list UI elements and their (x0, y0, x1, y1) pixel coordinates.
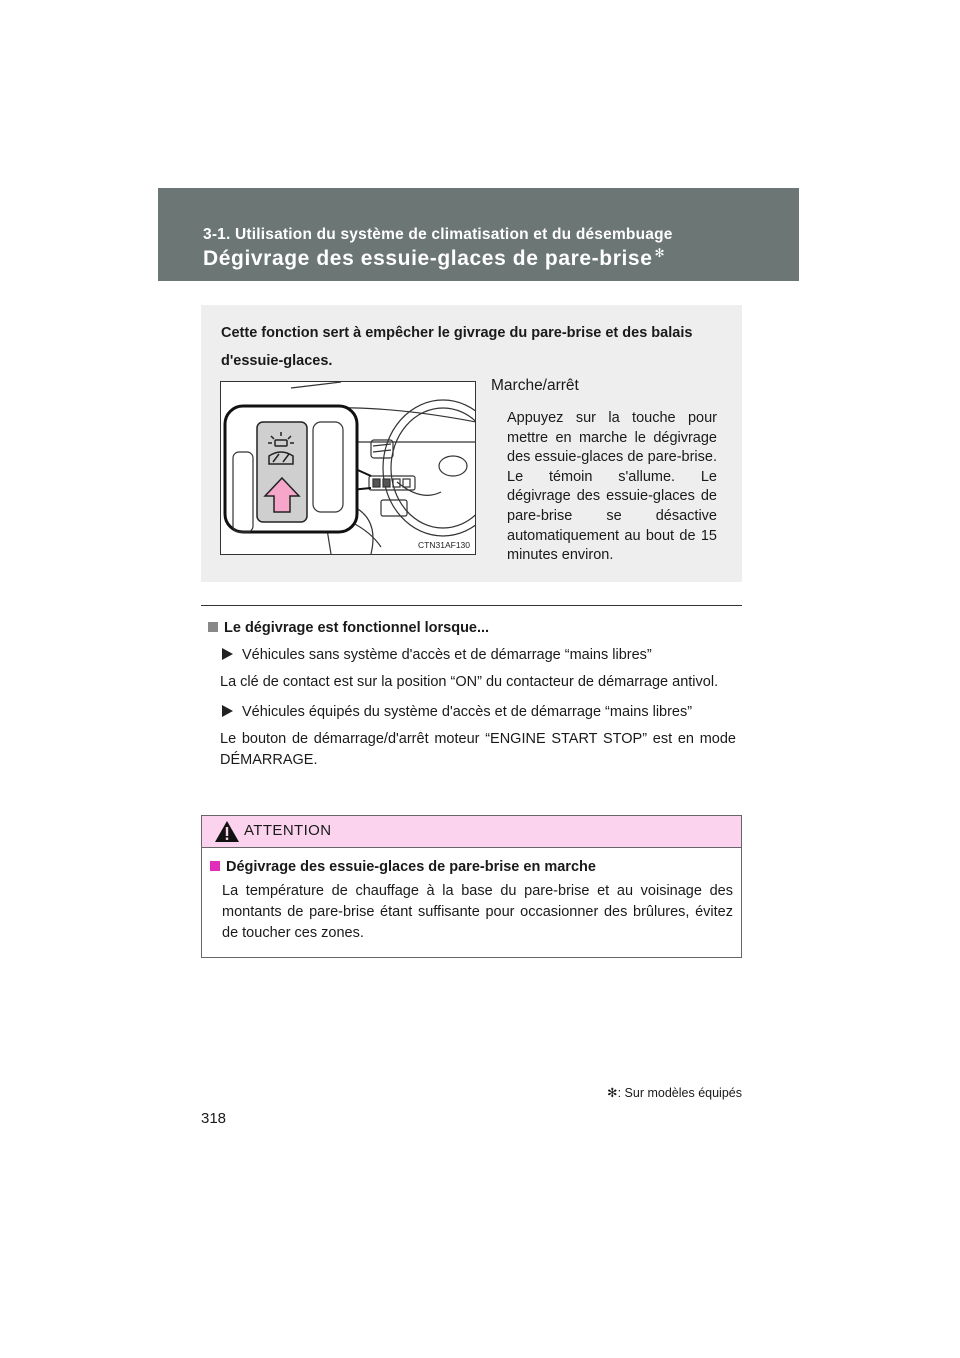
triangle-bullet-icon (222, 648, 233, 660)
info-note (208, 620, 736, 779)
square-bullet-icon (210, 861, 220, 871)
intro-text: Cette fonction sert à empêcher le givrage du pare-brise et des balais d'essuie-glaces. (221, 325, 693, 369)
callout-title: Marche/arrêt (491, 377, 579, 394)
dashboard-illustration (221, 382, 476, 555)
condition-text: La clé de contact est sur la position “ON” du contacteur de démarrage antivol. (220, 674, 719, 690)
warning-title: ATTENTION (244, 822, 332, 839)
warning-text: La température de chauffage à la base du pare-brise et au voisinage des montants de pare-brise étant suffisante pour occasionner des brûlures, évitez de toucher ces zones. (222, 883, 733, 941)
warning-header (202, 816, 741, 848)
warning-box (201, 815, 742, 958)
condition-label-text: Véhicules équipés du système d'accès et de démarrage “mains libres” (242, 704, 693, 720)
warning-subheading-text: Dégivrage des essuie-glaces de pare-brise en marche (226, 859, 596, 875)
illustration-figure (220, 381, 476, 555)
asterisk-mark: ✻ (654, 246, 666, 260)
condition-label-text: Véhicules sans système d'accès et de démarrage “mains libres” (242, 647, 652, 663)
footnote (607, 1085, 742, 1100)
figure-code: CTN31AF130 (418, 540, 470, 550)
triangle-bullet-icon (222, 705, 233, 717)
note-heading-text: Le dégivrage est fonctionnel lorsque... (224, 620, 490, 636)
note-heading (208, 620, 736, 636)
warning-body (202, 848, 741, 944)
page-number: 318 (201, 1110, 227, 1127)
condition-label (208, 701, 736, 723)
square-bullet-icon (208, 622, 218, 632)
page-title-text: Dégivrage des essuie-glaces de pare-brise (203, 247, 653, 270)
footnote-text: : Sur modèles équipés (617, 1086, 742, 1100)
warning-subheading (210, 859, 733, 875)
divider (201, 605, 742, 606)
condition-text: Le bouton de démarrage/d'arrêt moteur “ENGINE START STOP” est en mode DÉMARRAGE. (220, 731, 736, 768)
asterisk-mark: ✻ (607, 1086, 618, 1100)
section-title: 3-1. Utilisation du système de climatisation et du désembuage (203, 226, 673, 243)
warning-triangle-icon (214, 820, 240, 843)
callout-description: Appuyez sur la touche pour mettre en marche le dégivrage des essuie-glaces de pare-brise. Le témoin s'allume. Le dégivrage des essuie-glaces de pare-brise se désactive automatiquement au bout de 15 minutes environ. (507, 410, 717, 564)
intro-box (201, 305, 742, 582)
page-header (158, 188, 799, 281)
page-title (203, 246, 665, 271)
condition-label (208, 644, 736, 666)
